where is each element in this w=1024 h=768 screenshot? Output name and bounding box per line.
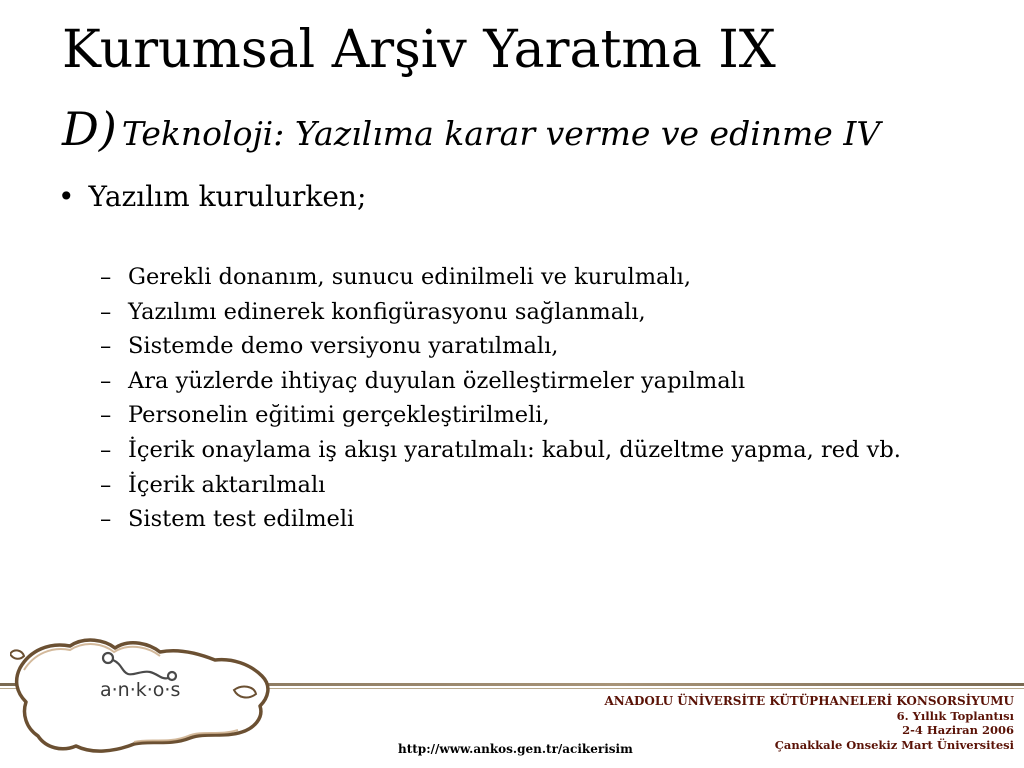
sub-bullet-text: Sistemde demo versiyonu yaratılmalı, bbox=[128, 333, 559, 360]
meeting-name: 6. Yıllık Toplantısı bbox=[896, 708, 1014, 723]
dash-icon: – bbox=[100, 506, 112, 533]
sub-bullet-item bbox=[100, 364, 901, 399]
ankos-logo bbox=[10, 628, 280, 760]
sub-bullet-text: Sistem test edilmeli bbox=[128, 506, 355, 533]
sub-bullet-list bbox=[100, 260, 901, 537]
subtitle-prefix: D) bbox=[62, 102, 117, 156]
logo-text: a·n·k·o·s bbox=[100, 679, 181, 701]
sub-bullet-text: Gerekli donanım, sunucu edinilmeli ve kurulmalı, bbox=[128, 264, 692, 290]
dash-icon: – bbox=[100, 471, 112, 498]
sub-bullet-item bbox=[100, 260, 901, 295]
bullet-icon: • bbox=[58, 180, 75, 213]
sub-bullet-item bbox=[100, 329, 901, 364]
sub-bullet-text: Yazılımı edinerek konfigürasyonu sağlanmalı, bbox=[128, 298, 646, 325]
sub-bullet-text: İçerik onaylama iş akışı yaratılmalı: kabul, düzeltme yapma, red vb. bbox=[128, 436, 901, 463]
sub-bullet-text: İçerik aktarılmalı bbox=[128, 471, 326, 498]
dash-icon: – bbox=[100, 402, 112, 429]
slide-title: Kurumsal Arşiv Yaratma IX bbox=[62, 20, 776, 80]
dash-icon: – bbox=[100, 298, 112, 325]
footer-url-link[interactable]: http://www.ankos.gen.tr/acikerisim bbox=[398, 742, 633, 756]
bullet-text: Yazılım kurulurken; bbox=[88, 180, 367, 213]
dash-icon: – bbox=[100, 264, 112, 290]
sub-bullet-item bbox=[100, 398, 901, 433]
sub-bullet-item bbox=[100, 468, 901, 503]
organization-name: ANADOLU ÜNİVERSİTE KÜTÜPHANELERİ KONSORSİYUMU bbox=[604, 694, 1014, 708]
dash-icon: – bbox=[100, 333, 112, 360]
sub-bullet-text: Personelin eğitimi gerçekleştirilmeli, bbox=[128, 402, 550, 429]
sub-bullet-item bbox=[100, 502, 901, 537]
subtitle-text: Teknoloji: Yazılıma karar verme ve edinme IV bbox=[121, 114, 881, 153]
dash-icon: – bbox=[100, 367, 112, 394]
bullet-item bbox=[58, 180, 366, 213]
dash-icon: – bbox=[100, 436, 112, 463]
university-name: Çanakkale Onsekiz Mart Üniversitesi bbox=[774, 737, 1014, 752]
sub-bullet-item bbox=[100, 433, 901, 468]
sub-bullet-text: Ara yüzlerde ihtiyaç duyulan özelleştirmeler yapılmalı bbox=[128, 367, 746, 394]
meeting-dates: 2-4 Haziran 2006 bbox=[902, 723, 1014, 737]
slide-subtitle bbox=[62, 104, 880, 155]
sub-bullet-item bbox=[100, 295, 901, 330]
footer-info bbox=[604, 694, 1014, 752]
